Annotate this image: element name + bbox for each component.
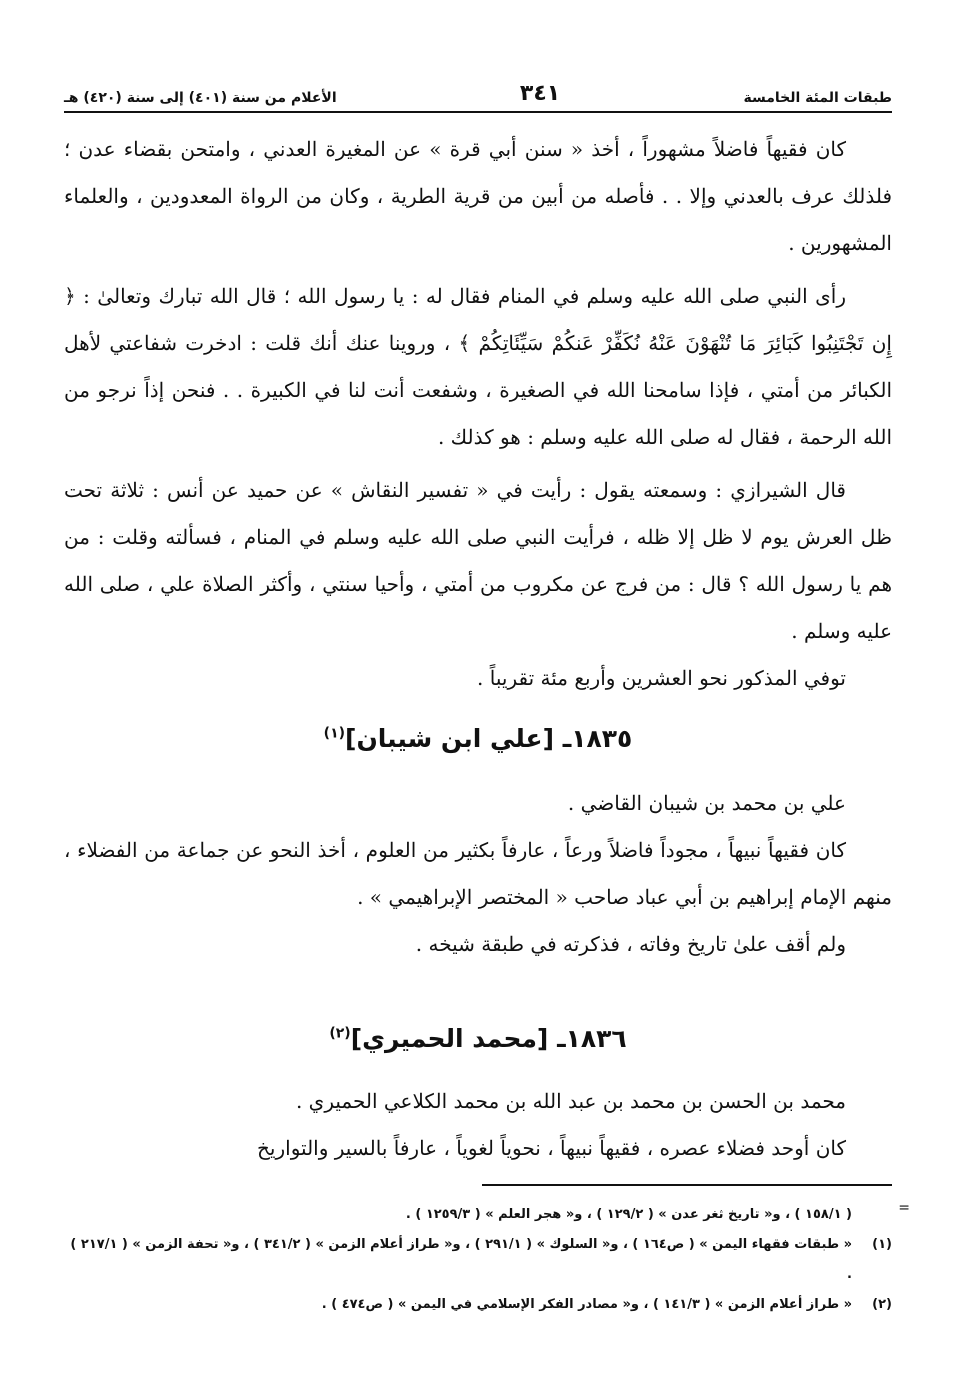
footnote-2 — [64, 1290, 892, 1320]
running-header — [64, 66, 892, 106]
previous-entry — [64, 126, 892, 702]
header-rule — [64, 111, 892, 113]
paragraph: محمد بن الحسن بن محمد بن عبد الله بن محمد الكلاعي الحميري . — [295, 1089, 846, 1113]
footnote-ref: (٢) — [329, 1025, 351, 1042]
footnote-rule — [482, 1184, 892, 1186]
footnote-continued — [64, 1200, 892, 1230]
paragraph: كان أوحد فضلاء عصره ، فقيهاً نبيهاً ، نحوياً لغوياً ، عارفاً بالسير والتواريخ — [257, 1136, 846, 1160]
header-section-title: طبقات المئة الخامسة — [743, 90, 892, 106]
entry-title: ١٨٣٦ـ [محمد الحميري] — [350, 1024, 627, 1053]
paragraph: كان فقيهاً فاضلاً مشهوراً ، أخذ « سنن أبي قرة » عن المغيرة العدني ، وامتحن بقضاء عدن ؛ فلذلك عرف بالعدني وإلا . . فأصله من أبين من قرية الطرية ، وكان من الرواة المعدودين ، والعلماء المشهورين . — [64, 137, 892, 255]
entry-1836-body — [64, 1078, 892, 1172]
footnote-text: « طراز أعلام الزمن » ( ١٤١/٣ ) ، و« مصادر الفكر الإسلامي في اليمن » ( ص٤٧٤ ) . — [321, 1297, 852, 1312]
entry-heading-1836 — [64, 1024, 892, 1053]
paragraph: قال الشيرازي : وسمعته يقول : رأيت في « تفسير النقاش » عن حميد عن أنس : ثلاثة تحت ظل العرش يوم لا ظل إلا ظله ، فرأيت النبي صلى الله عليه وسلم في المنام ، فسألته وقلت : من هم يا رسول الله ؟ قال : من فرج عن مكروب من أمتي ، وأحيا سنتي ، وأكثر الصلاة علي ، صلى الله عليه وسلم . — [64, 478, 892, 643]
footnote-1 — [64, 1230, 892, 1290]
paragraph: توفي المذكور نحو العشرين وأربع مئة تقريباً . — [477, 666, 846, 690]
entry-title: ١٨٣٥ـ [علي ابن شيبان] — [345, 724, 633, 753]
entry-heading-1835 — [64, 724, 892, 753]
paragraph: كان فقيهاً نبيهاً ، مجوداً فاضلاً ورعاً ، عارفاً بكثير من العلوم ، أخذ النحو عن جماعة من الفضلاء ، منهم الإمام إبراهيم بن أبي عباد صاحب « المختصر الإبراهيمي » . — [64, 838, 892, 909]
paragraph: ولم أقف علىٰ تاريخ وفاته ، فذكرته في طبقة شيخه . — [415, 932, 846, 956]
entry-1835-body — [64, 780, 892, 968]
footnote-number: (٢) — [872, 1297, 892, 1312]
footnotes — [64, 1200, 892, 1320]
paragraph: علي بن محمد بن شيبان القاضي . — [567, 791, 846, 815]
footnote-ref: (١) — [323, 725, 346, 742]
footnote-text: « طبقات فقهاء اليمن » ( ص١٦٤ ) ، و« السلوك » ( ٢٩١/١ ) ، و« طراز أعلام الزمن » ( ٣٤١/٢ ) ، و« تحفة الزمن » ( ٢١٧/١ ) . — [70, 1237, 852, 1282]
footnote-continued-mark: = — [898, 1200, 910, 1216]
paragraph: رأى النبي صلى الله عليه وسلم في المنام فقال له : يا رسول الله ؛ قال الله تبارك وتعالىٰ : ﴿ إِن تَجْتَنِبُوا كَبَائِرَ مَا تُنْهَوْنَ عَنْهُ نُكَفِّرْ عَنكُمْ سَيِّئَاتِكُمْ ﴾ ، وروينا عنك أنك قلت : ادخرت شفاعتي لأهل الكبائر من أمتي ، فإذا سامحنا الله في الصغيرة ، وشفعت أنت لنا في الكبيرة . . فنحن إذاً نرجو من الله الرحمة ، فقال له صلى الله عليه وسلم : هو كذلك . — [64, 284, 893, 449]
page-number: ٣٤١ — [519, 81, 561, 106]
footnote-text: ( ١٥٨/١ ) ، و« تاريخ ثغر عدن » ( ١٢٩/٢ ) ، و« هجر العلم » ( ١٢٥٩/٣ ) . — [405, 1207, 852, 1222]
footnote-number: (١) — [872, 1237, 892, 1252]
header-year-range: الأعلام من سنة (٤٠١) إلى سنة (٤٢٠) هـ — [64, 90, 337, 106]
